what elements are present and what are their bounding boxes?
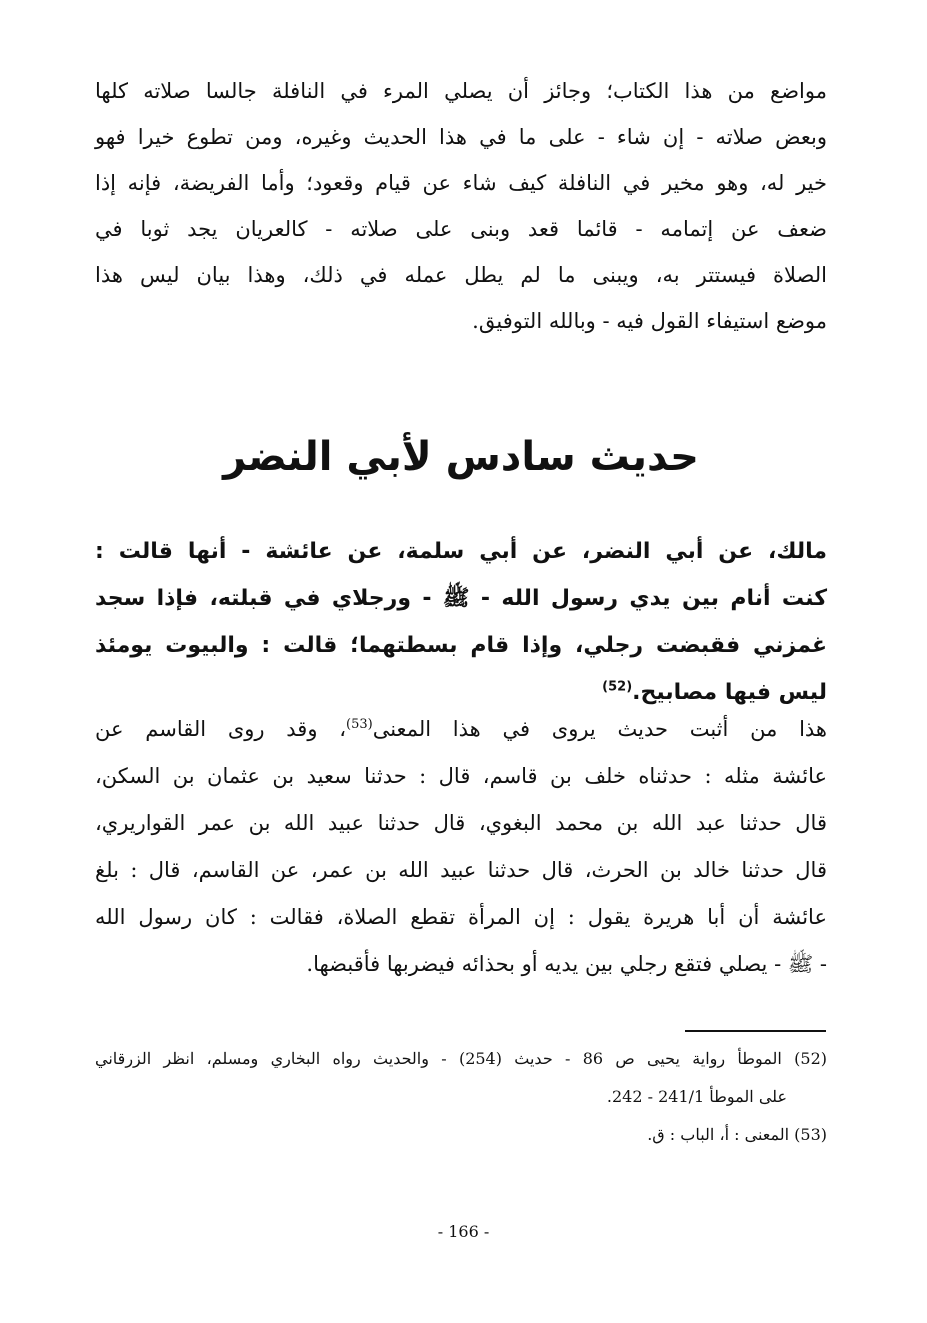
intro-line: مواضع من هذا الكتاب؛ وجائز أن يصلي المرء في النافلة جالسا صلاته كلها [95,79,827,103]
page-number: - 166 - [437,1222,490,1241]
commentary-line: قال حدثنا خالد بن الحرث، قال حدثنا عبيد الله بن عمر، عن القاسم، قال : بلغ [95,858,827,882]
intro-line: ضعف عن إتمامه - قائما قعد وبنى على صلاته - كالعريان يجد ثوبا في [95,217,827,241]
footnote-ref-53: (53) [346,717,373,732]
intro-line: وبعض صلاته - إن شاء - على ما في هذا الحديث وغيره، ومن تطوع خيرا فهو [95,125,827,149]
footnote-divider [685,1030,826,1032]
commentary-line: - ﷺ - يصلي فتقع رجلي بين يديه أو بحذائه فيضربها فأقبضها. [306,952,827,976]
intro-line: الصلاة فيستتر به، ويبنى ما لم يطل عمله في ذلك، وهذا بيان ليس هذا [95,263,827,287]
commentary-text: ، وقد روى القاسم عن [95,717,347,741]
intro-line: خير له، وهو مخير في النافلة كيف شاء عن قيام وقعود؛ وأما الفريضة، فإنه إذا [95,171,827,195]
hadith-line: كنت أنام بين يدي رسول الله - ﷺ - ورجلاي في قبلته، فإذا سجد [95,586,827,611]
intro-line: موضع استيفاء القول فيه - وبالله التوفيق. [472,309,827,333]
hadith-line: غمزني فقبضت رجلي، وإذا قام بسطتهما؛ قالت : والبيوت يومئذ [95,633,827,658]
commentary-line: عائشة مثله : حدثناه خلف بن قاسم، قال : حدثنا سعيد بن عثمان بن السكن، [95,764,827,788]
hadith-text [95,528,827,716]
section-heading: حديث سادس لأبي النضر [223,434,699,480]
footnote-52: (52) الموطأ رواية يحيى ص 86 - حديث (254) - والحديث رواه البخاري ومسلم، انظر الزرقاني [95,1049,828,1068]
commentary-paragraph [95,706,827,988]
commentary-line: قال حدثنا عبد الله بن محمد البغوي، قال حدثنا عبيد الله بن عمر القواريري، [95,811,827,835]
footnote-53: (53) المعنى : أ، الباب : ق. [647,1125,827,1144]
footnote-52-continuation: على الموطأ 241/1 - 242. [606,1087,787,1106]
intro-paragraph [95,68,827,344]
hadith-line: مالك، عن أبي النضر، عن أبي سلمة، عن عائشة - أنها قالت : [95,539,827,564]
footnotes [95,1040,827,1154]
commentary-text: هذا من أثبت حديث يروى في هذا المعنى [372,717,828,741]
commentary-line: عائشة أن أبا هريرة يقول : إن المرأة تقطع الصلاة، فقالت : كان رسول الله [95,905,827,929]
commentary-first-line [95,706,827,753]
hadith-line: ليس فيها مصابيح. [632,680,827,705]
footnote-ref-52: (52) [602,679,633,695]
